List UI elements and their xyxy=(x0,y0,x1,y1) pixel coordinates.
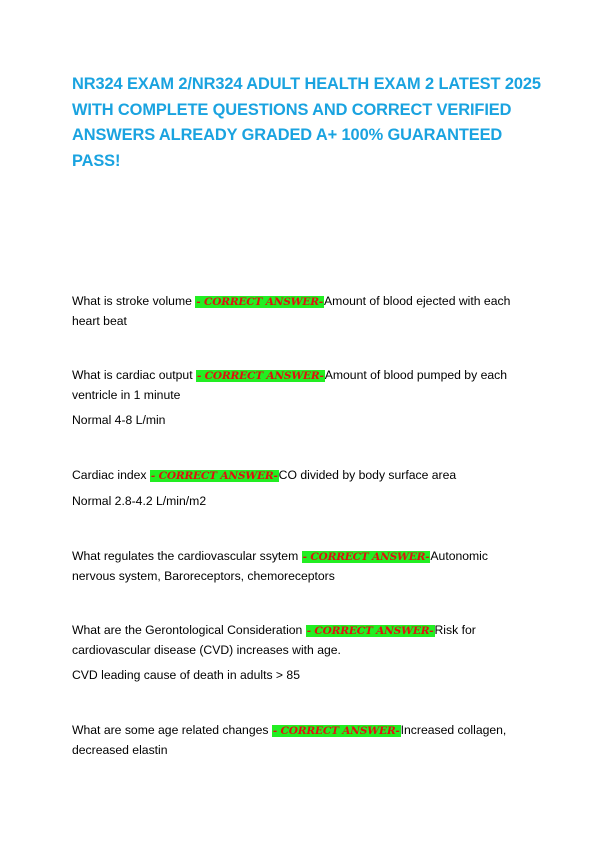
question-text: What regulates the cardiovascular ssytem xyxy=(72,549,302,563)
qa-item-gerontological-consideration xyxy=(72,621,528,659)
correct-answer-marker: - CORRECT ANSWER- xyxy=(272,725,400,737)
correct-answer-marker: - CORRECT ANSWER- xyxy=(306,625,434,637)
answer-text: Increased collagen, decreased elastin xyxy=(72,723,507,757)
answer-text: Amount of blood pumped by each ventricle in 1 minute xyxy=(72,368,507,402)
question-text: What is cardiac output xyxy=(72,368,196,382)
correct-answer-marker: - CORRECT ANSWER- xyxy=(196,370,324,382)
question-text: What is stroke volume xyxy=(72,294,196,308)
qa-item-stroke-volume xyxy=(72,292,528,330)
qa-note: Normal 4-8 L/min xyxy=(72,413,166,427)
question-text: Cardiac index xyxy=(72,468,150,482)
qa-item-age-related-changes xyxy=(72,721,528,759)
document-title: NR324 EXAM 2/NR324 ADULT HEALTH EXAM 2 LATEST 2025 WITH COMPLETE QUESTIONS AND CORRECT VERIFIED ANSWERS ALREADY GRADED A+ 100% GUARANTEED PASS! xyxy=(72,75,541,170)
answer-text: Risk for cardiovascular disease (CVD) increases with age. xyxy=(72,623,476,657)
qa-item-cardiovascular-regulation xyxy=(72,547,528,585)
answer-text: Autonomic nervous system, Baroreceptors, chemoreceptors xyxy=(72,549,488,583)
answer-text: Amount of blood ejected with each heart beat xyxy=(72,294,511,328)
correct-answer-marker: - CORRECT ANSWER- xyxy=(302,551,430,563)
qa-item-cardiac-output xyxy=(72,366,528,404)
question-text: What are some age related changes xyxy=(72,723,272,737)
question-text: What are the Gerontological Consideration xyxy=(72,623,306,637)
correct-answer-marker: - CORRECT ANSWER- xyxy=(196,296,324,308)
answer-text: CO divided by body surface area xyxy=(278,468,457,482)
qa-note: Normal 2.8-4.2 L/min/m2 xyxy=(72,494,207,508)
qa-item-cardiac-index xyxy=(72,466,528,486)
correct-answer-marker: - CORRECT ANSWER- xyxy=(150,470,278,482)
qa-note: CVD leading cause of death in adults > 85 xyxy=(72,668,300,682)
